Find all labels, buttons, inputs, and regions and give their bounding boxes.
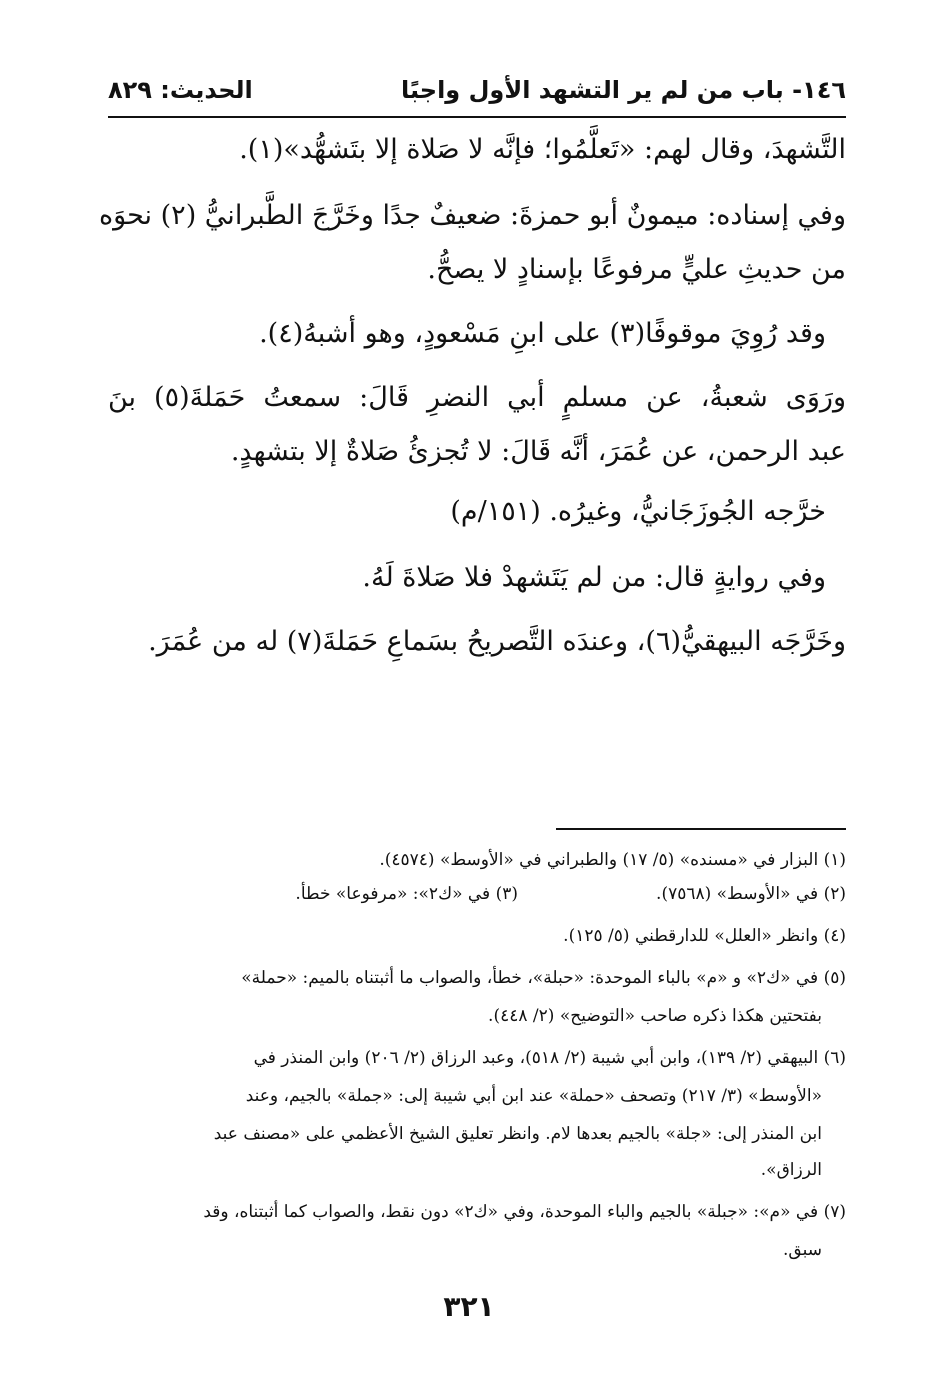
text-line: ورَوَى شعبةُ، عن مسلمٍ أبي النضرِ قَالَ: سمعتُ حَمَلةَ(٥) بنَ xyxy=(108,382,847,413)
footnote-5-line-2: بفتحتين هكذا ذكره صاحب «التوضيح» (٢/ ٤٤٨). xyxy=(488,1006,822,1026)
text-line: التَّشهدَ، وقال لهم: «تَعلَّمُوا؛ فإنَّه لا صَلاة إلا بتَشهُّد»(١). xyxy=(239,134,846,165)
footnote-1: (١) البزار في «مسنده» (٥/ ١٧) والطبراني في «الأوسط» (٤٥٧٤). xyxy=(379,850,846,870)
footnote-divider xyxy=(556,828,846,830)
running-header xyxy=(108,72,846,116)
footnote-4: (٤) وانظر «العلل» للدارقطني (٥/ ١٢٥). xyxy=(563,926,846,946)
footnote-6-line-4: الرزاق». xyxy=(760,1160,822,1180)
text-line: خرَّجه الجُوزَجَانيُّ، وغيرُه. (١٥١/م) xyxy=(450,496,826,527)
text-line: وقد رُوِيَ موقوفًا(٣) على ابنِ مَسْعودٍ، وهو أشبهُ(٤). xyxy=(259,318,826,349)
header-divider xyxy=(108,116,846,118)
text-line: وفي روايةٍ قال: من لم يَتَشهدْ فلا صَلاةَ لَهُ. xyxy=(362,562,826,593)
footnote-7-line-2: سبق. xyxy=(783,1240,822,1260)
footnote-6-line-3: ابن المنذر إلى: «جلة» بالجيم بعدها لام. وانظر تعليق الشيخ الأعظمي على «مصنف عبد xyxy=(213,1124,822,1144)
footnote-2: (٢) في «الأوسط» (٧٥٦٨). xyxy=(656,884,846,904)
text-line: وخَرَّجَه البيهقيُّ(٦)، وعندَه التَّصريحُ بسَماعِ حَمَلةَ(٧) له من عُمَرَ. xyxy=(148,626,846,657)
text-line: وفي إسناده: ميمونٌ أبو حمزةَ: ضعيفٌ جدًا وخَرَّجَ الطَّبرانيُّ (٢) نحوَه xyxy=(99,200,846,231)
text-line: من حديثِ عليٍّ مرفوعًا بإسنادٍ لا يصحُّ. xyxy=(427,254,846,285)
page-number: ٣٢١ xyxy=(443,1290,495,1323)
text-line: عبد الرحمن، عن عُمَرَ، أنَّه قَالَ: لا تُجزئُ صَلاةٌ إلا بتشهدٍ. xyxy=(230,436,846,467)
footnote-5-line-1: (٥) في «ك٢» و «م» بالباء الموحدة: «حبلة»، خطأ، والصواب ما أثبتناه بالميم: «حملة» xyxy=(241,968,846,988)
footnote-6-line-1: (٦) البيهقي (٢/ ١٣٩)، وابن أبي شيبة (٢/ ٥١٨)، وعبد الرزاق (٢/ ٢٠٦) وابن المنذر في xyxy=(253,1048,846,1068)
hadith-number: الحديث: ٨٢٩ xyxy=(108,76,253,104)
footnote-7-line-1: (٧) في «م»: «جبلة» بالجيم والباء الموحدة، وفي «ك٢» دون نقط، والصواب كما أثبتناه، وقد xyxy=(203,1202,846,1222)
chapter-title: ١٤٦- باب من لم ير التشهد الأول واجبًا xyxy=(400,76,846,104)
footnote-6-line-2: «الأوسط» (٣/ ٢١٧) وتصحف «حملة» عند ابن أبي شيبة إلى: «جملة» بالجيم، وعند xyxy=(245,1086,822,1106)
footnote-3: (٣) في «ك٢»: «مرفوعا» خطأ. xyxy=(295,884,518,904)
